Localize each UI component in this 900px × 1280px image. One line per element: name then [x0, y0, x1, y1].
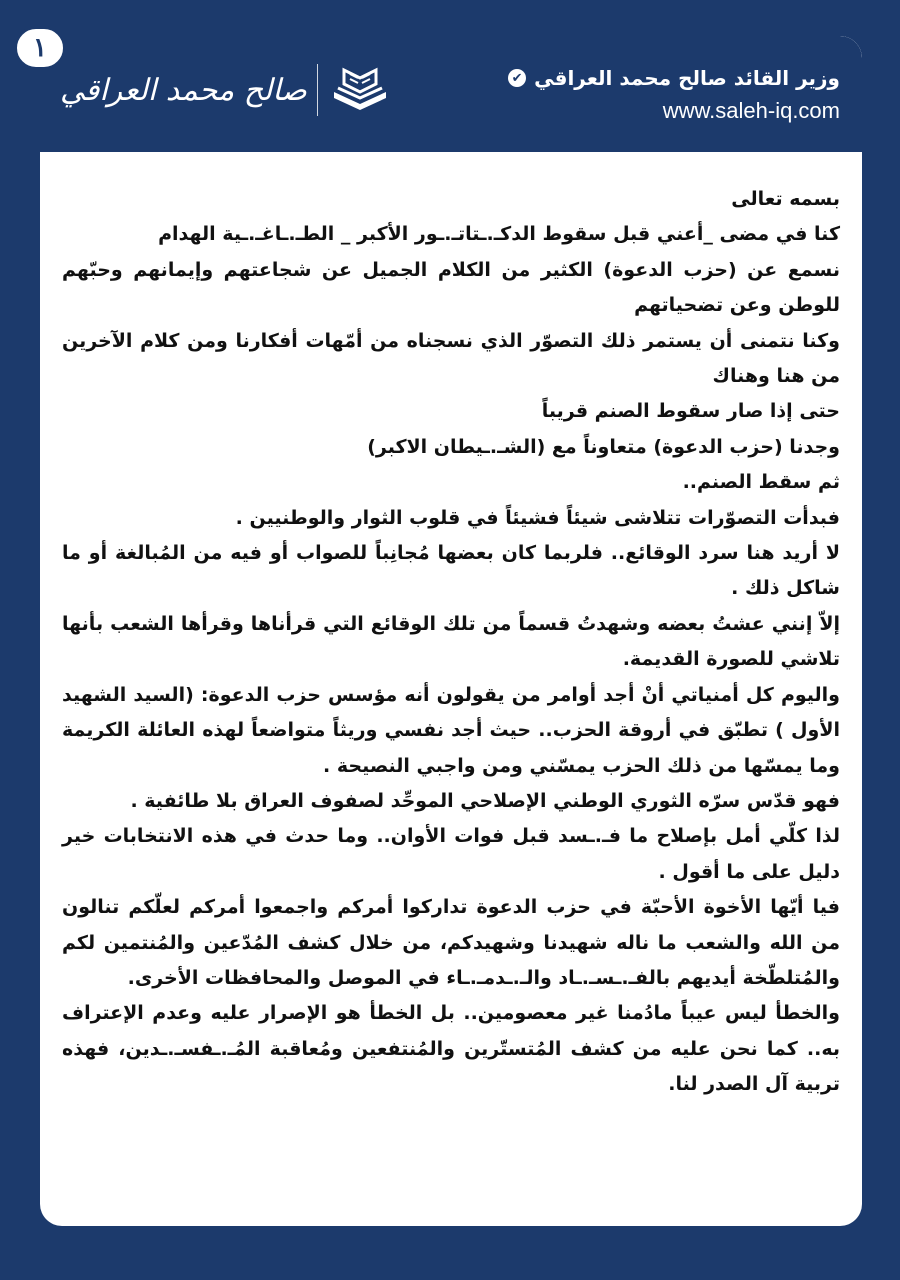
paragraph: فبدأت التصوّرات تتلاشى شيئاً فشيئاً في قلوب الثوار والوطنيين .: [235, 506, 840, 529]
paragraph: واليوم كل أمنياتي أنْ أجد أوامر من يقولون أنه مؤسس حزب الدعوة: (السيد الشهيد الأول ) تطبّق في أروقة الحزب.. حيث أجد نفسي وريثاً متواضعاً لهذه العائلة الكريمة وما يمسّها من ذلك الحزب يمسّني ومن واجبي النصيحة .: [62, 683, 840, 777]
paragraph: حتى إذا صار سقوط الصنم قريباً: [541, 400, 840, 423]
author-block: [508, 66, 840, 124]
paragraph: والخطأ ليس عيباً مادُمنا غير معصومين.. بل الخطأ هو الإصرار عليه وعدم الإعتراف به.. كما نحن عليه من كشف المُتستّرين والمُنتفعين ومُعاقبة المُـ.ـفسـ.ـدين، فهذه تربية آل الصدر لنا.: [62, 1002, 840, 1096]
logo-divider: [317, 64, 318, 116]
website-link[interactable]: www.saleh-iq.com: [662, 98, 840, 123]
verified-badge-icon: ✔: [508, 69, 526, 87]
opening-line: بسمه تعالى: [731, 188, 840, 210]
author-name-row: [508, 66, 840, 90]
paragraph: فيا أيّها الأخوة الأحبّة في حزب الدعوة تداركوا أمركم واجمعوا أمركم لعلّكم تنالون من الله والشعب ما ناله شهيدنا وشهيدكم، من خلال كشف المُدّعين والمُنتمين لكم والمُتلطّخة أيديهم بالفـ.ـسـ.ـاد والـ.ـدمـ.ـاء في الموصل والمحافظات الأخرى.: [62, 896, 840, 989]
document-card: [40, 36, 862, 1226]
paragraph: وكنا نتمنى أن يستمر ذلك التصوّر الذي نسجناه من أمّهات أفكارنا ومن كلام الآخرين من هنا وهناك: [62, 329, 840, 388]
brand-logo: [60, 62, 392, 118]
statement-body: [62, 182, 840, 1103]
paragraph: إلاّ إنني عشتُ بعضه وشهدتُ قسماً من تلك الوقائع التي قرأناها وقرأها الشعب بأنها تلاشي للصورة القديمة.: [62, 612, 840, 671]
paragraph: ثم سقط الصنم..: [682, 471, 840, 494]
author-name: وزير القائد صالح محمد العراقي: [534, 66, 840, 90]
calligraphy-logo-text: صالح محمد العراقي: [60, 72, 307, 108]
paragraph: كنا في مضى _أعني قبل سقوط الدكـ.ـتاتـ.ـور الأكبر _ الطـ.ـاغـ.ـية الهدام: [158, 223, 840, 246]
header-banner: [40, 36, 862, 154]
paragraph: لا أريد هنا سرد الوقائع.. فلربما كان بعضها مُجانِباً للصواب أو فيه من المُبالغة أو ما شاكل ذلك .: [62, 542, 840, 600]
paragraph: فهو قدّس سرّه الثوري الوطني الإصلاحي الموحِّد لصفوف العراق بلا طائفية .: [130, 789, 840, 812]
paragraph: وجدنا (حزب الدعوة) متعاوناً مع (الشـ.ـيطان الاكبر): [367, 435, 840, 458]
book-logo-icon: [328, 62, 392, 118]
paragraph: لذا كلّي أمل بإصلاح ما فـ.ـسد قبل فوات الأوان.. وما حدث في هذه الانتخابات خير دليل على ما أقول .: [62, 825, 840, 883]
paragraph: نسمع عن (حزب الدعوة) الكثير من الكلام الجميل عن شجاعتهم وإيمانهم وحبّهم للوطن وعن تضحياتهم: [62, 258, 840, 317]
page-number: ١: [14, 26, 66, 70]
